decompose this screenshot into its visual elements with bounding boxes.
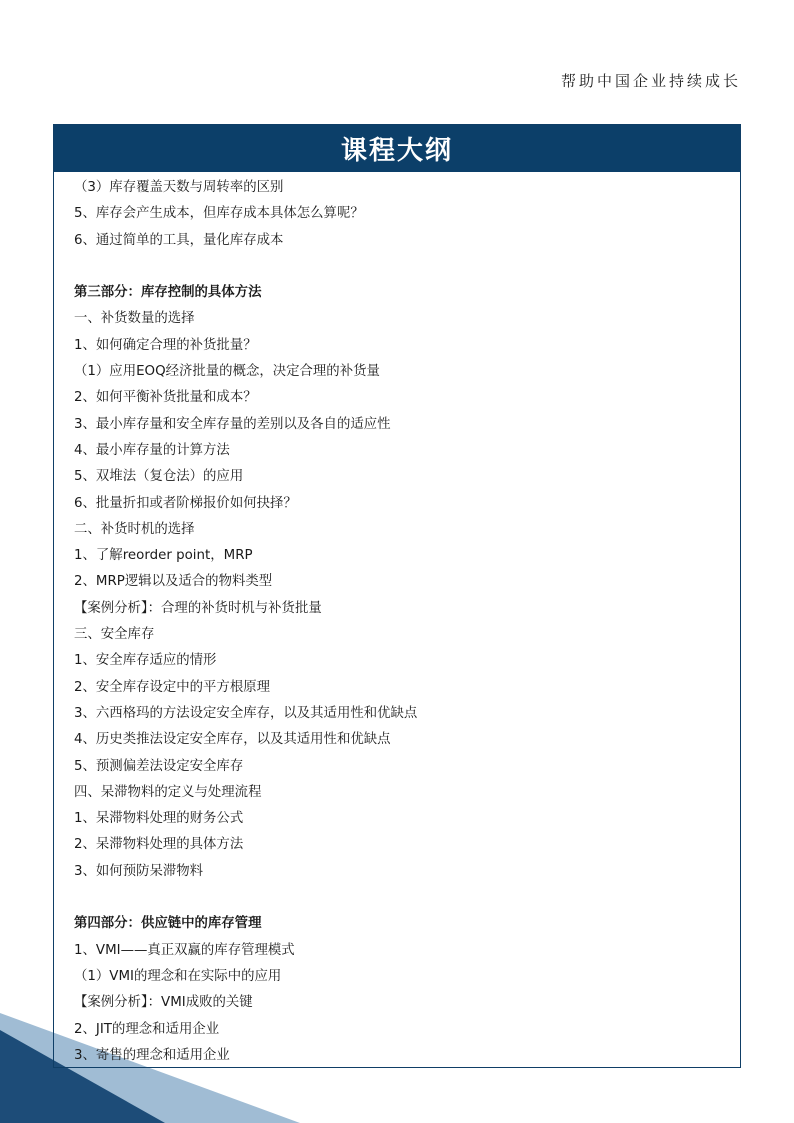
outline-line: （1）应用EOQ经济批量的概念，决定合理的补货量 xyxy=(74,364,380,380)
outline-line: 2、如何平衡补货批量和成本？ xyxy=(74,390,257,406)
outline-line: 6、通过简单的工具，量化库存成本 xyxy=(74,232,284,248)
outline-line: 四、呆滞物料的定义与处理流程 xyxy=(74,784,262,800)
outline-line: 1、安全库存适应的情形 xyxy=(74,653,217,669)
outline-line: 5、预测偏差法设定安全库存 xyxy=(74,758,244,774)
outline-line: 5、双堆法（复仓法）的应用 xyxy=(74,469,244,485)
outline-line: 【案例分析】：VMI成败的关键 xyxy=(74,995,253,1011)
outline-line: 4、最小库存量的计算方法 xyxy=(74,442,230,458)
outline-line: 3、寄售的理念和适用企业 xyxy=(74,1047,230,1063)
outline-line: 3、六西格玛的方法设定安全库存，以及其适用性和优缺点 xyxy=(74,705,418,721)
outline-line: 6、批量折扣或者阶梯报价如何抉择？ xyxy=(74,495,297,511)
outline-line: 3、如何预防呆滞物料 xyxy=(74,863,204,879)
outline-line: 4、历史类推法设定安全库存，以及其适用性和优缺点 xyxy=(74,732,391,748)
outline-line: 2、MRP逻辑以及适合的物料类型 xyxy=(74,574,273,590)
section-heading: 第四部分：供应链中的库存管理 xyxy=(74,916,262,932)
outline-line: （3）库存覆盖天数与周转率的区别 xyxy=(74,180,284,195)
outline-content xyxy=(54,172,740,1069)
outline-line: 【案例分析】：合理的补货时机与补货批量 xyxy=(74,600,322,616)
blank-line xyxy=(74,885,740,911)
outline-line: 1、呆滞物料处理的财务公式 xyxy=(74,811,244,827)
section-heading: 第三部分：库存控制的具体方法 xyxy=(74,285,262,301)
outline-line: 三、安全库存 xyxy=(74,627,155,643)
outline-line: （1）VMI的理念和在实际中的应用 xyxy=(74,968,282,984)
outline-line: 2、呆滞物料处理的具体方法 xyxy=(74,837,244,853)
outline-line: 二、补货时机的选择 xyxy=(74,521,195,537)
outline-line: 3、最小库存量和安全库存量的差别以及各自的适应性 xyxy=(74,416,391,432)
title-bar xyxy=(54,125,740,172)
blank-line xyxy=(74,254,740,280)
section-title: 课程大纲 xyxy=(340,136,453,166)
outline-line: 一、补货数量的选择 xyxy=(74,311,195,327)
header-tagline: 帮助中国企业持续成长 xyxy=(560,72,741,90)
outline-line: 1、如何确定合理的补货批量？ xyxy=(74,337,257,353)
outline-line: 1、了解reorder point，MRP xyxy=(74,548,253,564)
outline-line: 2、JIT的理念和适用企业 xyxy=(74,1021,220,1037)
course-outline-box xyxy=(53,124,741,1068)
outline-line: 5、库存会产生成本，但库存成本具体怎么算呢？ xyxy=(74,206,364,222)
outline-line: 1、VMI——真正双赢的库存管理模式 xyxy=(74,942,295,958)
outline-line: 2、安全库存设定中的平方根原理 xyxy=(74,679,270,695)
